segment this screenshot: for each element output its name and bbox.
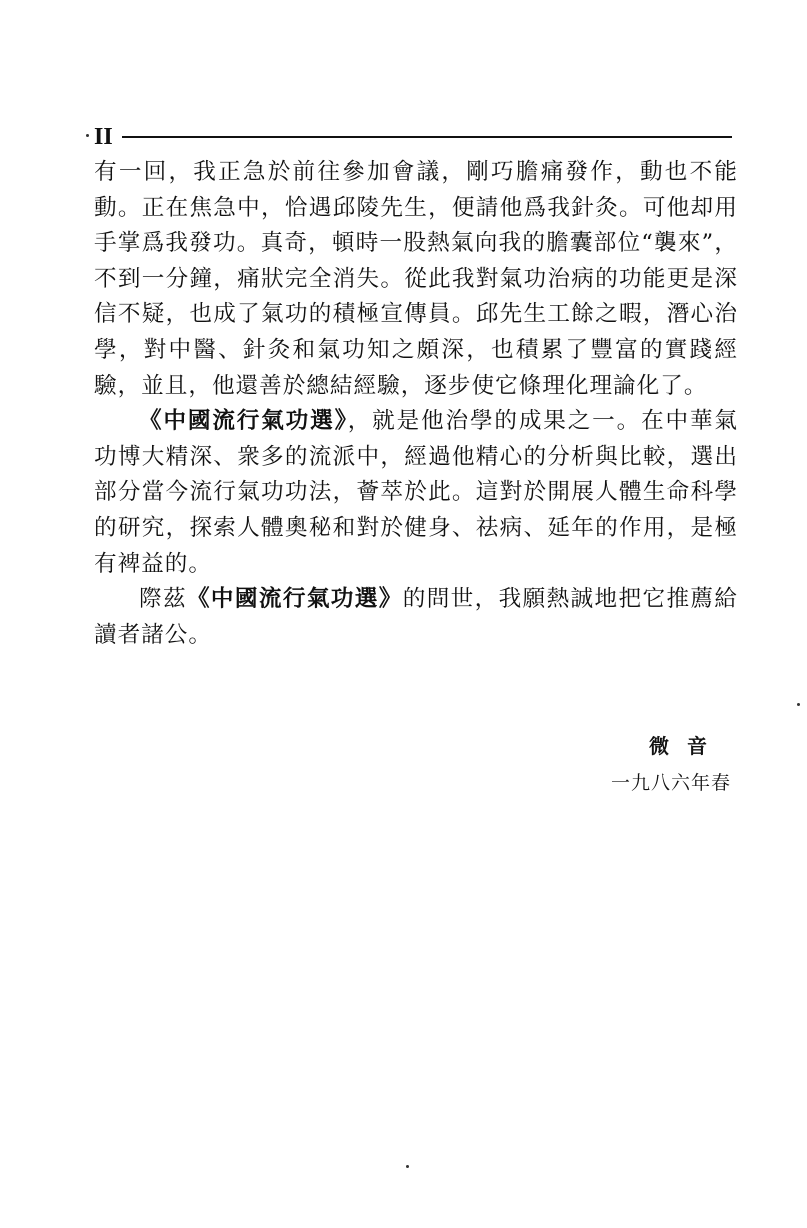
book-title: 《中國流行氣功選》 xyxy=(186,586,403,613)
signature-block xyxy=(611,728,731,802)
scan-speck xyxy=(406,1165,409,1168)
paragraph-3-text: 的問世，我願熱誠地把它推薦給讀者諸公。 xyxy=(94,586,739,648)
paragraph-1 xyxy=(94,155,738,404)
scan-speck xyxy=(797,703,800,706)
paragraph-2-text: ，就是他治學的成果之一。在中華氣功博大精深、衆多的流派中，經過他精心的分析與比較，選出部分當今流行氣功功法，薈萃於此。這對於開展人體生命科學的研究，探索人體奧秘和對於健身、祛病、延年的作用，是極有裨益的。 xyxy=(94,408,739,577)
paragraph-3-lead: 際茲 xyxy=(139,586,187,613)
body-text xyxy=(94,155,738,653)
page-header xyxy=(84,122,734,154)
paragraph-1-text: 有一回，我正急於前往參加會議，剛巧膽痛發作，動也不能動。正在焦急中，恰遇邱陵先生，便請他爲我針灸。可他却用手掌爲我發功。真奇，頓時一股熱氣向我的膽囊部位“襲來”，不到一分鐘，痛狀完全消失。從此我對氣功治病的功能更是深信不疑，也成了氣功的積極宣傳員。邱先生工餘之暇，潛心治學，對中醫、針灸和氣功知之頗深，也積累了豐富的實踐經驗，並且，他還善於總結經驗，逐步使它條理化理論化了。 xyxy=(94,159,738,399)
header-rule xyxy=(122,136,732,138)
signature-date: 一九八六年春 xyxy=(610,772,731,794)
book-title: 《中國流行氣功選》 xyxy=(139,408,348,435)
scan-speck xyxy=(86,134,89,137)
author-signature: 微音 xyxy=(649,734,725,758)
paragraph-3 xyxy=(94,582,738,653)
page-number: II xyxy=(94,124,113,150)
paragraph-2 xyxy=(94,404,738,582)
